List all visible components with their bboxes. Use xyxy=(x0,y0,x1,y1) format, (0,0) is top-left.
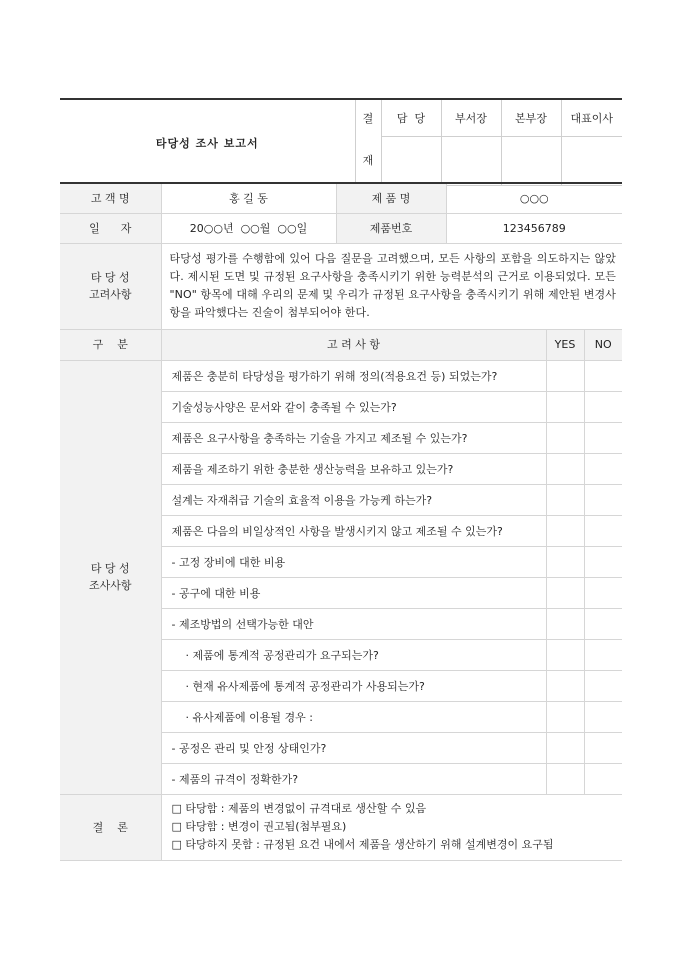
conclusion-label: 결 론 xyxy=(60,794,161,860)
survey-category-label xyxy=(60,360,161,794)
survey-category-line1: 타 당 성 xyxy=(90,562,130,575)
conclusion-option-not-feasible[interactable]: □ 타당하지 못함 : 규정된 요건 내에서 제품을 생산하기 위해 설계변경이 요구됨 xyxy=(171,838,554,851)
date-label: 일 자 xyxy=(60,213,161,243)
conclusion-options xyxy=(161,794,622,860)
no-header: NO xyxy=(584,329,622,360)
no-checkbox[interactable] xyxy=(584,763,622,794)
approval-label-top: 결 xyxy=(355,99,381,136)
no-checkbox[interactable] xyxy=(584,577,622,608)
checklist-item: 설계는 자재취급 기술의 효율적 이용을 가능케 하는가? xyxy=(161,484,546,515)
checklist-item: - 공정은 관리 및 안정 상태인가? xyxy=(161,732,546,763)
checklist-item: · 유사제품에 이용될 경우 : xyxy=(161,701,546,732)
yes-checkbox[interactable] xyxy=(546,360,584,391)
checklist-item: - 공구에 대한 비용 xyxy=(161,577,546,608)
no-checkbox[interactable] xyxy=(584,639,622,670)
survey-category-line2: 조사사항 xyxy=(88,579,132,592)
signature-box-dept-head[interactable] xyxy=(441,136,501,185)
product-name-value[interactable]: ○○○ xyxy=(446,183,622,213)
considerations-label-line1: 타 당 성 xyxy=(90,271,130,284)
signature-box-division-head[interactable] xyxy=(501,136,561,185)
yes-header: YES xyxy=(546,329,584,360)
signature-box-staff[interactable] xyxy=(381,136,441,185)
approval-role-staff: 담 당 xyxy=(381,99,441,136)
product-number-label: 제품번호 xyxy=(336,213,446,243)
no-checkbox[interactable] xyxy=(584,453,622,484)
no-checkbox[interactable] xyxy=(584,608,622,639)
yes-checkbox[interactable] xyxy=(546,453,584,484)
no-checkbox[interactable] xyxy=(584,546,622,577)
customer-value[interactable]: 홍 길 동 xyxy=(161,183,336,213)
checklist-item: - 제조방법의 선택가능한 대안 xyxy=(161,608,546,639)
considerations-label-line2: 고려사항 xyxy=(88,288,132,301)
considerations-label xyxy=(60,243,161,329)
checklist-item: 제품은 다음의 비일상적인 사항을 발생시키지 않고 제조될 수 있는가? xyxy=(161,515,546,546)
approval-role-division-head: 본부장 xyxy=(501,99,561,136)
yes-checkbox[interactable] xyxy=(546,732,584,763)
checklist-item: 제품을 제조하기 위한 충분한 생산능력을 보유하고 있는가? xyxy=(161,453,546,484)
product-name-label: 제 품 명 xyxy=(336,183,446,213)
no-checkbox[interactable] xyxy=(584,391,622,422)
date-value[interactable]: 20○○년 ○○월 ○○일 xyxy=(161,213,336,243)
yes-checkbox[interactable] xyxy=(546,484,584,515)
approval-role-ceo: 대표이사 xyxy=(561,99,622,136)
no-checkbox[interactable] xyxy=(584,515,622,546)
feasibility-table xyxy=(60,182,622,861)
checklist-item: 기술성능사양은 문서와 같이 충족될 수 있는가? xyxy=(161,391,546,422)
signature-box-ceo[interactable] xyxy=(561,136,622,185)
yes-checkbox[interactable] xyxy=(546,391,584,422)
yes-checkbox[interactable] xyxy=(546,422,584,453)
customer-label: 고 객 명 xyxy=(60,183,161,213)
category-header: 구 분 xyxy=(60,329,161,360)
header-approval-table xyxy=(60,98,622,186)
yes-checkbox[interactable] xyxy=(546,546,584,577)
checklist-item: · 제품에 통계적 공정관리가 요구되는가? xyxy=(161,639,546,670)
approval-label-bottom: 재 xyxy=(355,136,381,185)
no-checkbox[interactable] xyxy=(584,701,622,732)
no-checkbox[interactable] xyxy=(584,732,622,763)
no-checkbox[interactable] xyxy=(584,422,622,453)
yes-checkbox[interactable] xyxy=(546,639,584,670)
yes-checkbox[interactable] xyxy=(546,608,584,639)
conclusion-option-feasible-with-changes[interactable]: □ 타당함 : 변경이 권고됨(첨부필요) xyxy=(171,820,347,833)
document-title: 타당성 조사 보고서 xyxy=(60,99,355,185)
yes-checkbox[interactable] xyxy=(546,701,584,732)
checklist-item: - 제품의 규격이 정확한가? xyxy=(161,763,546,794)
items-header: 고 려 사 항 xyxy=(161,329,546,360)
product-number-value[interactable]: 123456789 xyxy=(446,213,622,243)
checklist-item: - 고정 장비에 대한 비용 xyxy=(161,546,546,577)
conclusion-option-feasible[interactable]: □ 타당함 : 제품의 변경없이 규격대로 생산할 수 있음 xyxy=(171,802,427,815)
yes-checkbox[interactable] xyxy=(546,670,584,701)
checklist-item: 제품은 요구사항을 충족하는 기술을 가지고 제조될 수 있는가? xyxy=(161,422,546,453)
approval-role-dept-head: 부서장 xyxy=(441,99,501,136)
considerations-text: 타당성 평가를 수행함에 있어 다음 질문을 고려했으며, 모든 사항의 포함을 의도하지는 않았다. 제시된 도면 및 규정된 요구사항을 충족시키기 위한 능력분석의 근거로 이용되었다. 모든 "NO" 항목에 대해 우리의 문제 및 우리가 규정된 요구사항을 충족시키기 위해 제안된 변경사항을 파악했다는 진술이 첨부되어야 한다. xyxy=(161,243,622,329)
checklist-item: · 현재 유사제품에 통계적 공정관리가 사용되는가? xyxy=(161,670,546,701)
checklist-item: 제품은 충분히 타당성을 평가하기 위해 정의(적용요건 등) 되었는가? xyxy=(161,360,546,391)
no-checkbox[interactable] xyxy=(584,670,622,701)
no-checkbox[interactable] xyxy=(584,484,622,515)
no-checkbox[interactable] xyxy=(584,360,622,391)
yes-checkbox[interactable] xyxy=(546,577,584,608)
yes-checkbox[interactable] xyxy=(546,763,584,794)
yes-checkbox[interactable] xyxy=(546,515,584,546)
